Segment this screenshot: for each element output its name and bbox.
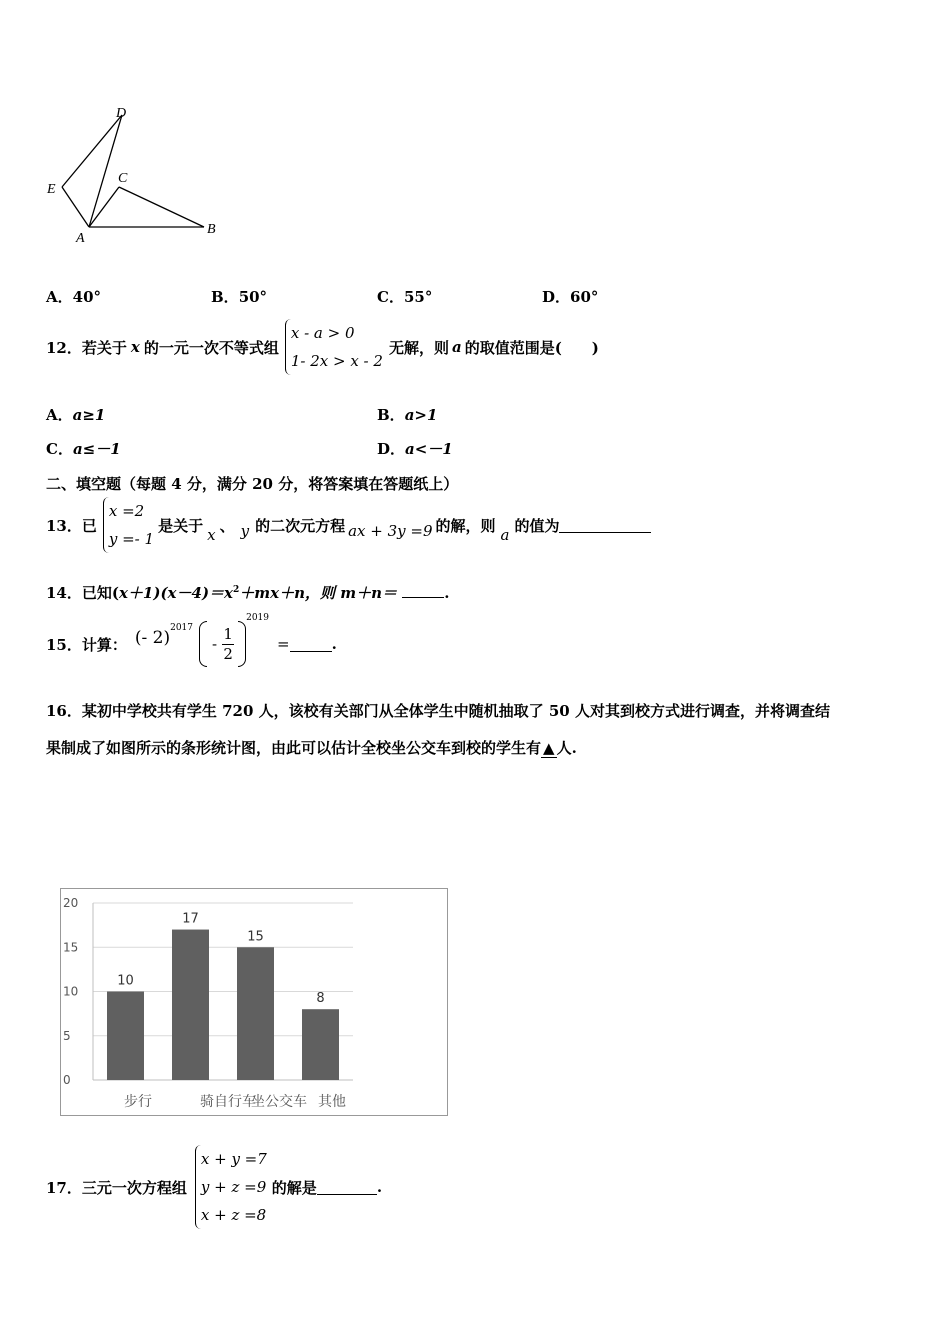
data-label: 10 [117,973,134,989]
q11-option-c: C．55° [377,288,433,306]
y-tick-label: 5 [63,1028,71,1043]
label-e: E [47,182,56,197]
q13-system: x =2 y =- 1 [103,497,154,553]
q12-system: x - a > 0 1- 2x > x - 2 [285,319,383,375]
y-tick-label: 15 [63,940,79,955]
q14-stem: 14．已知$(x+1)(x-4)=x^2+mx+n$，则 m＋n＝ . [46,584,450,602]
q15-paren-group: - 1 2 [199,621,246,667]
q13-answer-blank[interactable] [559,518,651,533]
y-tick-label: 20 [63,896,79,910]
label-c: C [118,171,128,186]
x-tick-label: 其他 [318,1094,346,1110]
q15-stem: 15．计算： (- 2) 2017 - 1 2 2019 = . [46,614,337,674]
bar-2 [237,947,274,1080]
y-tick-label: 0 [63,1073,71,1087]
q11-option-a: A．40° [46,288,102,306]
bar-1 [172,930,209,1080]
q16-line1: 16．某初中学校共有学生 720 人，该校有关部门从全体学生中随机抽取了 50 人对其到校方式进行调查，并将调查结 [46,702,830,720]
q13-stem: 13．已 x =2 y =- 1 是关于 x 、 y 的二次元方程 ax + 3y =9 的解，则 a 的值为 [46,496,651,554]
q12-stem: 12．若关于 x 的一元一次不等式组 x - a > 0 1- 2x > x - 2 无解，则 a 的取值范围是( ) [46,318,599,376]
q12-option-d: D．a<－1 [377,440,453,458]
x-tick-label: 坐公交车 [251,1094,307,1110]
label-d: D [116,106,127,121]
q12-option-a: A．a≥1 [46,406,106,424]
x-tick-label: 骑自行车 [200,1094,256,1110]
y-tick-label: 10 [63,984,79,999]
q17-stem: 17．三元一次方程组 x + y =7 y + z =9 x + z =8 的解是 . [46,1144,382,1230]
q14-answer-blank[interactable] [402,583,444,598]
q12-option-c: C．a≤－1 [46,440,121,458]
data-label: 8 [316,991,325,1007]
bar-0 [107,992,144,1081]
x-tick-label: 步行 [124,1094,152,1110]
section-heading: 二、填空题（每题 4 分，满分 20 分，将答案填在答题纸上） [46,475,459,493]
data-label: 15 [247,929,264,945]
bar-chart [60,888,448,1116]
q17-system: x + y =7 y + z =9 x + z =8 [195,1145,267,1229]
q16-line2: 果制成了如图所示的条形统计图，由此可以估计全校坐公交车到校的学生有 ▲ 人. [46,739,577,757]
label-b: B [207,222,216,237]
label-a: A [76,231,85,246]
q11-option-d: D．60° [542,288,599,306]
q11-option-b: B．50° [211,288,268,306]
q15-answer-blank[interactable] [290,637,332,652]
data-label: 17 [182,911,199,927]
geometry-figure [40,100,240,250]
q16-answer-mark[interactable]: ▲ [543,739,555,757]
bar-3 [302,1009,339,1080]
q17-answer-blank[interactable] [317,1180,377,1195]
q12-option-b: B．a>1 [377,406,438,424]
